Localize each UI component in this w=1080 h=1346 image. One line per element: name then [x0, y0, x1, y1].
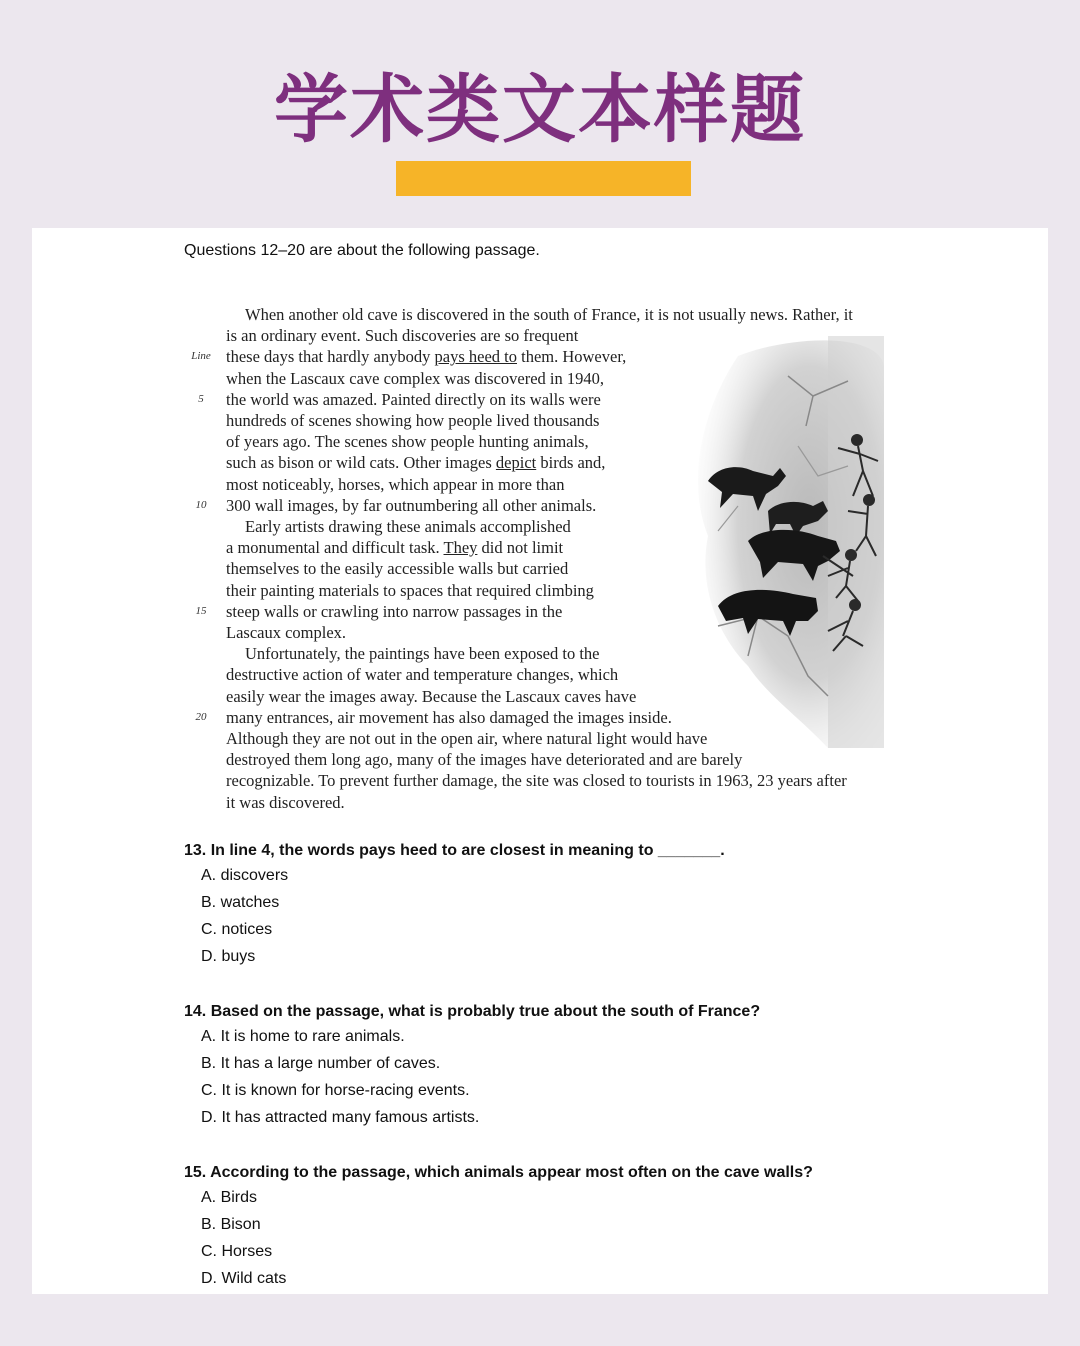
- passage-text: the world was amazed. Painted directly on its walls were: [226, 390, 601, 409]
- passage-line: [245, 643, 600, 664]
- line-number: 20: [195, 711, 207, 723]
- question-13: [184, 840, 984, 970]
- underlined-term: depict: [495, 453, 537, 472]
- passage-text: Although they are not out in the open air, where natural light would have: [226, 729, 708, 748]
- passage-text: steep walls or crawling into narrow passages in the: [226, 602, 563, 621]
- question-14: [184, 1001, 984, 1131]
- passage-text: Early artists drawing these animals accomplished: [245, 517, 571, 536]
- answer-option[interactable]: C. notices: [201, 921, 273, 938]
- passage-text: birds and,: [536, 453, 606, 472]
- passage-text: recognizable. To prevent further damage, the site was closed to tourists in 1963, 23 years after: [226, 771, 847, 790]
- passage-line: [245, 516, 571, 537]
- passage-line: [226, 664, 618, 685]
- answer-option[interactable]: D. Wild cats: [201, 1270, 287, 1287]
- title-underline-bar: [396, 161, 691, 196]
- passage-text: themselves to the easily accessible walls but carried: [226, 559, 569, 578]
- passage-line: [226, 495, 596, 516]
- answer-option[interactable]: B. watches: [201, 894, 280, 911]
- passage-text: when the Lascaux cave complex was discovered in 1940,: [226, 369, 604, 388]
- answer-option[interactable]: C. It is known for horse-racing events.: [201, 1082, 470, 1099]
- passage-text: Lascaux complex.: [226, 623, 347, 642]
- line-number: 5: [198, 393, 204, 405]
- underlined-term: pays heed to: [434, 347, 517, 366]
- passage-line: [226, 325, 578, 346]
- answer-option[interactable]: A. It is home to rare animals.: [201, 1028, 405, 1045]
- passage-line: [226, 346, 626, 367]
- cave-painting-illustration: [678, 336, 884, 748]
- line-number: 10: [195, 499, 207, 511]
- passage-line: [226, 792, 345, 813]
- passage-line: [226, 728, 707, 749]
- answer-option[interactable]: C. Horses: [201, 1243, 273, 1260]
- question-stem: 14. Based on the passage, what is probably true about the south of France?: [184, 1003, 761, 1020]
- answer-option[interactable]: A. Birds: [201, 1189, 258, 1206]
- answer-option[interactable]: D. It has attracted many famous artists.: [201, 1109, 480, 1126]
- answer-option[interactable]: B. Bison: [201, 1216, 261, 1233]
- passage-line: [226, 707, 672, 728]
- passage-text: destroyed them long ago, many of the images have deteriorated and are barely: [226, 750, 743, 769]
- passage-line: [226, 622, 346, 643]
- passage-text: these days that hardly anybody: [226, 347, 435, 366]
- question-15: [184, 1162, 984, 1292]
- passage-text: When another old cave is discovered in the south of France, it is not usually news. Rather, it: [245, 305, 853, 324]
- passage-text: their painting materials to spaces that required climbing: [226, 581, 594, 600]
- answer-option[interactable]: B. It has a large number of caves.: [201, 1055, 441, 1072]
- passage-line: [226, 580, 594, 601]
- passage-line: [226, 389, 601, 410]
- passage-line: [226, 686, 636, 707]
- passage-intro: Questions 12–20 are about the following passage.: [184, 242, 540, 259]
- passage-text: destructive action of water and temperature changes, which: [226, 665, 619, 684]
- passage-line: [226, 452, 605, 473]
- page-title: 学术类文本样题: [274, 67, 806, 153]
- passage-text: is an ordinary event. Such discoveries are so frequent: [226, 326, 579, 345]
- passage-text: 300 wall images, by far outnumbering all other animals.: [226, 496, 597, 515]
- passage-line: [245, 304, 853, 325]
- line-number: Line: [191, 350, 211, 362]
- question-stem: 13. In line 4, the words pays heed to are closest in meaning to _______.: [184, 842, 725, 859]
- passage-line: [226, 601, 562, 622]
- answer-option[interactable]: A. discovers: [201, 867, 289, 884]
- passage-line: [226, 749, 742, 770]
- passage-text: Unfortunately, the paintings have been exposed to the: [245, 644, 600, 663]
- passage-text: hundreds of scenes showing how people lived thousands: [226, 411, 600, 430]
- passage-text: many entrances, air movement has also damaged the images inside.: [226, 708, 672, 727]
- line-number: 15: [195, 605, 207, 617]
- document-page: [32, 228, 1048, 1294]
- passage-line: [226, 770, 847, 791]
- passage-text: them. However,: [516, 347, 627, 366]
- passage-line: [226, 368, 604, 389]
- passage-line: [226, 410, 599, 431]
- answer-option[interactable]: D. buys: [201, 948, 256, 965]
- passage-text: did not limit: [477, 538, 564, 557]
- passage-line: [226, 474, 564, 495]
- passage-line: [226, 537, 563, 558]
- passage-text: a monumental and difficult task.: [226, 538, 444, 557]
- passage-text: such as bison or wild cats. Other images: [226, 453, 496, 472]
- passage-text: easily wear the images away. Because the Lascaux caves have: [226, 687, 637, 706]
- passage-line: [226, 431, 589, 452]
- passage-text: it was discovered.: [226, 793, 345, 812]
- passage-text: most noticeably, horses, which appear in more than: [226, 475, 565, 494]
- passage-line: [226, 558, 568, 579]
- passage-text: of years ago. The scenes show people hunting animals,: [226, 432, 589, 451]
- underlined-term: They: [443, 538, 478, 557]
- question-stem: 15. According to the passage, which animals appear most often on the cave walls?: [184, 1164, 813, 1181]
